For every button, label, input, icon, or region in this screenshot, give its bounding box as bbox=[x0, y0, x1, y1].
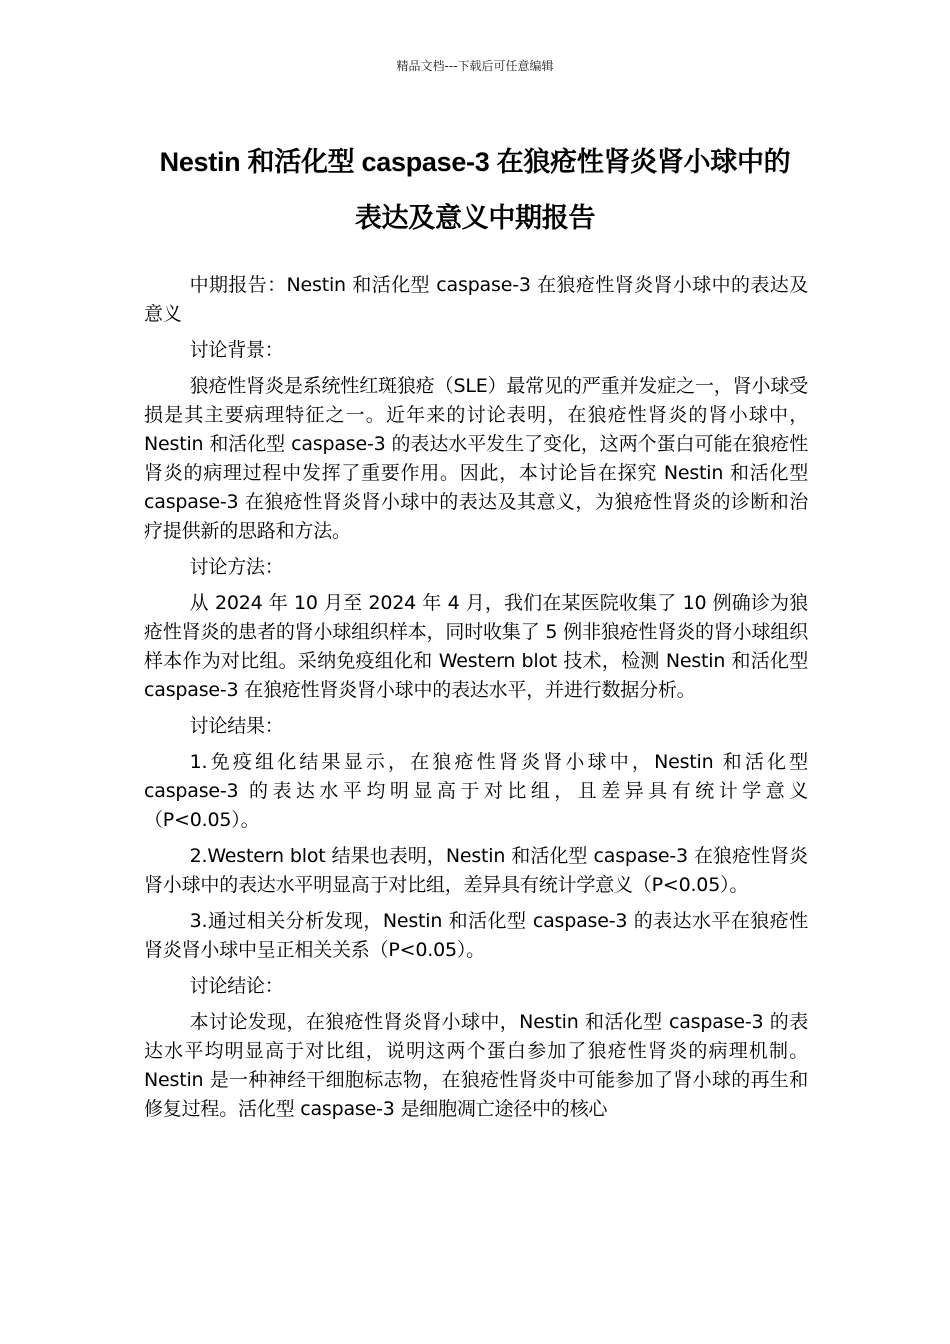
result-item-3: 3.通过相关分析发现，Nestin 和活化型 caspase-3 的表达水平在狼疮性肾炎肾小球中呈正相关关系（P<0.05）。 bbox=[144, 910, 808, 961]
methods-heading: 讨论方法： bbox=[189, 556, 284, 578]
conclusion-heading: 讨论结论： bbox=[189, 975, 284, 997]
document-title bbox=[120, 134, 830, 246]
background-paragraph: 狼疮性肾炎是系统性红斑狼疮（SLE）最常见的严重并发症之一，肾小球受损是其主要病理特征之一。近年来的讨论表明，在狼疮性肾炎的肾小球中，Nestin 和活化型 caspase-3 的表达水平发生了变化，这两个蛋白可能在狼疮性肾炎的病理过程中发挥了重要作用。因此，本讨论旨在探究 Nestin 和活化型 caspase-3 在狼疮性肾炎肾小球中的表达及其意义，为狼疮性肾炎的诊断和治疗提供新的思路和方法。 bbox=[144, 375, 808, 542]
background-heading: 讨论背景： bbox=[189, 339, 284, 361]
title-line-1: Nestin 和活化型 caspase-3 在狼疮性肾炎肾小球中的 bbox=[159, 147, 791, 177]
title-line-2: 表达及意义中期报告 bbox=[354, 203, 596, 233]
page-header: 精品文档---下载后可任意编辑 bbox=[396, 59, 554, 73]
conclusion-paragraph: 本讨论发现，在狼疮性肾炎肾小球中，Nestin 和活化型 caspase-3 的表达水平均明显高于对比组，说明这两个蛋白参加了狼疮性肾炎的病理机制。Nestin 是一种神经干细胞标志物，在狼疮性肾炎中可能参加了肾小球的再生和修复过程。活化型 caspase-3 是细胞凋亡途径中的核心 bbox=[144, 1011, 808, 1120]
results-heading: 讨论结果： bbox=[189, 715, 284, 737]
result-item-1: 1.免疫组化结果显示，在狼疮性肾炎肾小球中，Nestin 和活化型 caspase-3 的表达水平均明显高于对比组，且差异具有统计学意义（P<0.05）。 bbox=[144, 751, 808, 831]
intro-paragraph: 中期报告：Nestin 和活化型 caspase-3 在狼疮性肾炎肾小球中的表达及意义 bbox=[144, 274, 808, 325]
result-item-2: 2.Western blot 结果也表明，Nestin 和活化型 caspase-3 在狼疮性肾炎肾小球中的表达水平明显高于对比组，差异具有统计学意义（P<0.05）。 bbox=[144, 845, 808, 896]
methods-paragraph: 从 2024 年 10 月至 2024 年 4 月，我们在某医院收集了 10 例确诊为狼疮性肾炎的患者的肾小球组织样本，同时收集了 5 例非狼疮性肾炎的肾小球组织样本作为对比组。采纳免疫组化和 Western blot 技术，检测 Nestin 和活化型 caspase-3 在狼疮性肾炎肾小球中的表达水平，并进行数据分析。 bbox=[144, 592, 808, 701]
document-body bbox=[144, 271, 808, 1131]
